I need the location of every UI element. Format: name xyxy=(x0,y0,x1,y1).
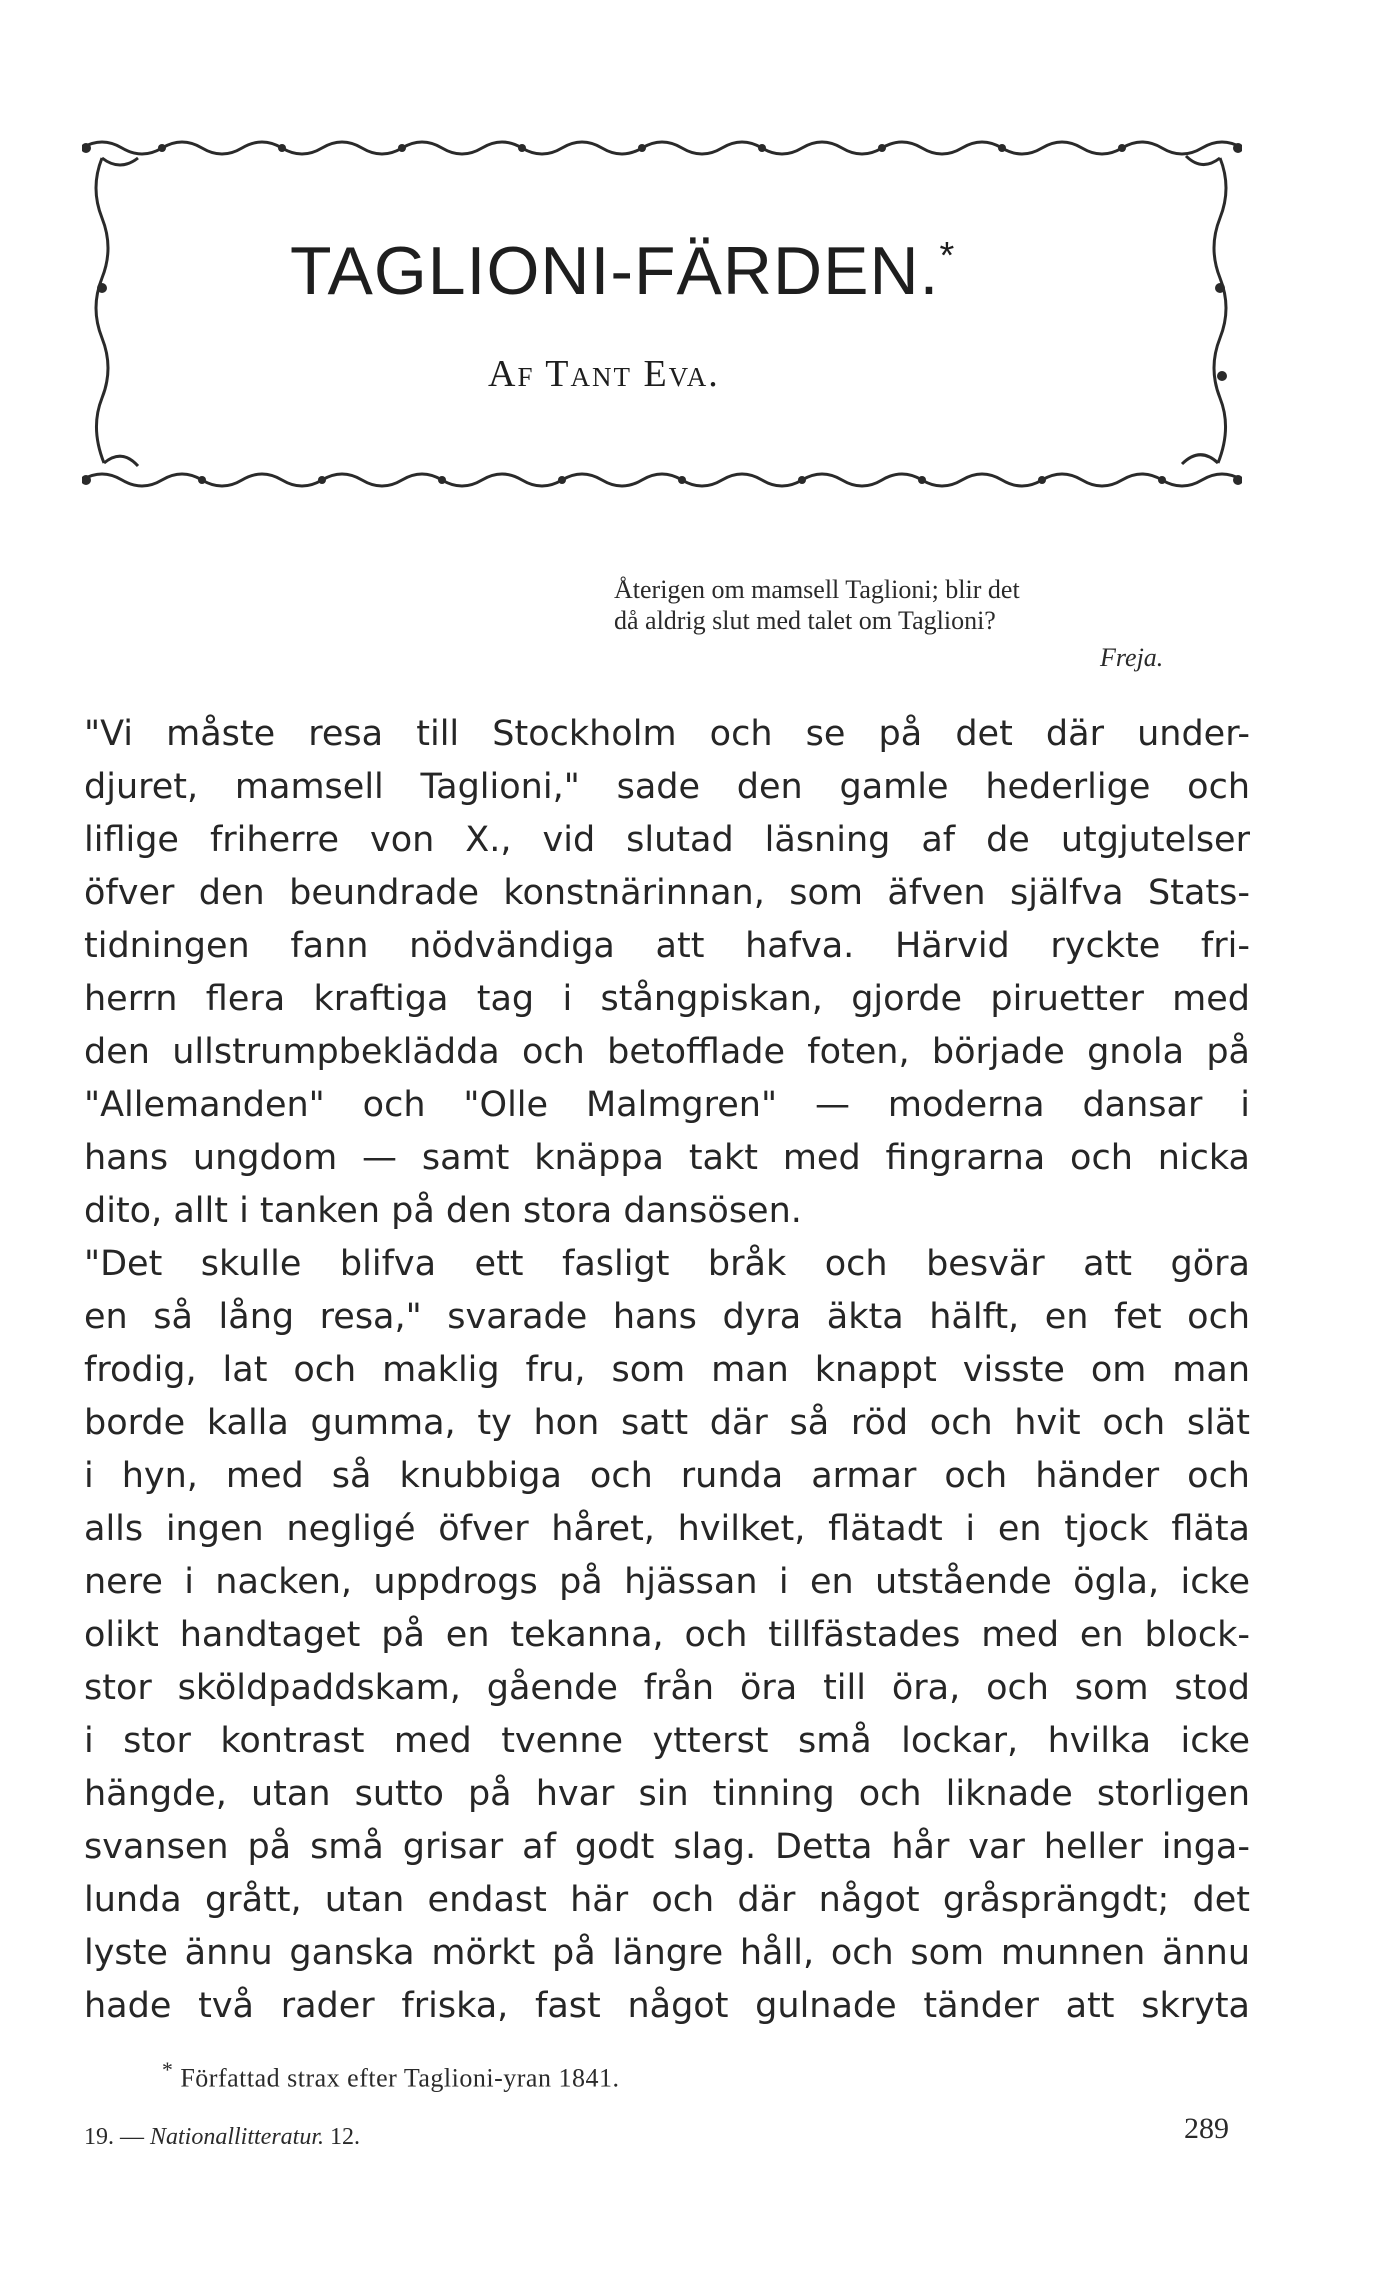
body-line: svansen på små grisar af godt slag. Detta hår var heller inga- xyxy=(84,1827,1250,1867)
epigraph-line: Återigen om mamsell Taglioni; blir det xyxy=(614,575,1020,604)
body-line: hängde, utan sutto på hvar sin tinning och liknade storligen xyxy=(84,1774,1250,1814)
title-footnote-mark: * xyxy=(939,235,956,277)
body-line: nere i nacken, uppdrogs på hjässan i en utstående ögla, icke xyxy=(84,1562,1250,1602)
body-line: stor sköldpaddskam, gående från öra till öra, och som stod xyxy=(84,1668,1250,1708)
body-line: lunda grått, utan endast här och där något gråsprängdt; det xyxy=(84,1880,1250,1920)
body-line: öfver den beundrade konstnärinnan, som äfven själfva Stats- xyxy=(84,873,1250,913)
footnote xyxy=(162,2058,619,2094)
journal-name: Nationallitteratur. xyxy=(150,2124,325,2150)
body-line: dito, allt i tanken på den stora dansösen. xyxy=(84,1191,802,1231)
footnote-text: Författad strax efter Taglioni-yran 1841. xyxy=(180,2063,620,2093)
signature-number: 19. — xyxy=(84,2124,144,2150)
article-body xyxy=(84,708,1250,2033)
article-title xyxy=(290,232,955,310)
body-line: olikt handtaget på en tekanna, och tillfästades med en block- xyxy=(84,1615,1250,1655)
volume-number: 12. xyxy=(330,2124,361,2150)
epigraph xyxy=(614,574,1254,673)
body-line: liflige friherre von X., vid slutad läsning af de utgjutelser xyxy=(84,820,1250,860)
page-number: 289 xyxy=(1184,2112,1229,2145)
printer-signature xyxy=(84,2124,360,2151)
body-line: hans ungdom — samt knäppa takt med fingrarna och nicka xyxy=(84,1138,1250,1178)
body-line: borde kalla gumma, ty hon satt där så röd och hvit och slät xyxy=(84,1403,1250,1443)
body-line: den ullstrumpbeklädda och betofflade foten, började gnola på xyxy=(84,1032,1250,1072)
body-line: "Allemanden" och "Olle Malmgren" — moderna dansar i xyxy=(84,1085,1250,1125)
body-line: en så lång resa," svarade hans dyra äkta hälft, en fet och xyxy=(84,1297,1250,1337)
body-line: alls ingen negligé öfver håret, hvilket, flätadt i en tjock fläta xyxy=(84,1509,1250,1549)
article-title-text: TAGLIONI-FÄRDEN. xyxy=(290,233,940,309)
footnote-mark: * xyxy=(162,2058,174,2082)
epigraph-line: då aldrig slut med talet om Taglioni? xyxy=(614,606,996,635)
author-byline: Af Tant Eva. xyxy=(488,353,720,395)
body-line: "Det skulle blifva ett fasligt bråk och besvär att göra xyxy=(84,1244,1250,1284)
body-line: "Vi måste resa till Stockholm och se på det där under- xyxy=(84,714,1250,754)
body-line: i hyn, med så knubbiga och runda armar och händer och xyxy=(84,1456,1250,1496)
body-line: herrn flera kraftiga tag i stångpiskan, gjorde piruetter med xyxy=(84,979,1250,1019)
body-line: djuret, mamsell Taglioni," sade den gamle hederlige och xyxy=(84,767,1250,807)
body-line: lyste ännu ganska mörkt på längre håll, och som munnen ännu xyxy=(84,1933,1250,1973)
body-line: tidningen fann nödvändiga att hafva. Härvid ryckte fri- xyxy=(84,926,1250,966)
body-line: frodig, lat och maklig fru, som man knappt visste om man xyxy=(84,1350,1250,1390)
epigraph-source: Freja. xyxy=(1100,643,1164,672)
body-line: i stor kontrast med tvenne ytterst små lockar, hvilka icke xyxy=(84,1721,1250,1761)
body-line: hade två rader friska, fast något gulnade tänder att skryta xyxy=(84,1986,1250,2026)
